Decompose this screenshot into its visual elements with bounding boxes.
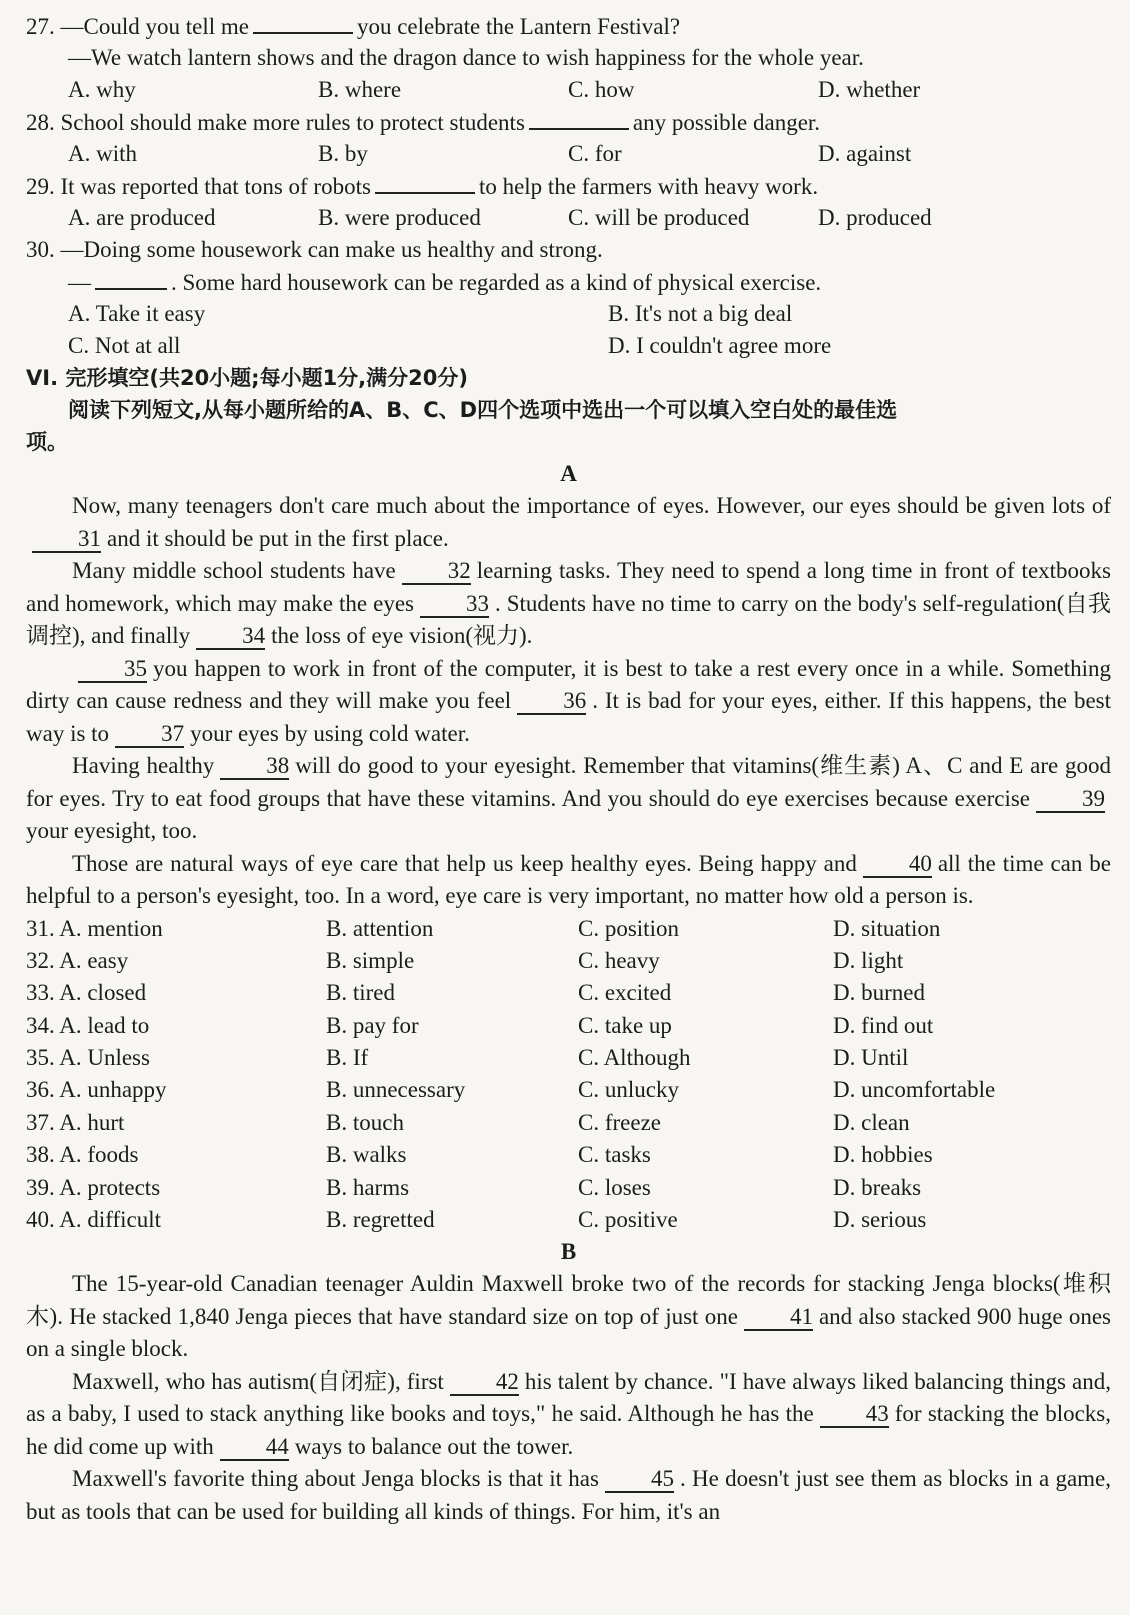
option-a[interactable]: A. Take it easy [68, 301, 206, 326]
text: Those are natural ways of eye care that help us keep healthy eyes. Being happy and [72, 850, 857, 876]
answer-blank[interactable] [95, 266, 167, 290]
option-33b[interactable]: B. tired [326, 980, 395, 1006]
option-31a[interactable]: 31. A. mention [26, 915, 163, 941]
blank-45[interactable]: 45 [605, 1467, 674, 1493]
answer-blank[interactable] [375, 170, 475, 194]
option-c[interactable]: C. will be produced [568, 205, 750, 230]
option-33a[interactable]: 33. A. closed [26, 980, 147, 1006]
option-b[interactable]: B. were produced [318, 205, 481, 230]
option-37c[interactable]: C. freeze [578, 1109, 661, 1135]
blank-32[interactable]: 32 [402, 559, 471, 585]
answer-blank[interactable] [529, 106, 629, 130]
option-39b[interactable]: B. harms [326, 1174, 410, 1200]
question-stem: to help the farmers with heavy work. [478, 174, 819, 199]
answer-blank[interactable] [253, 10, 353, 34]
option-d[interactable]: D. produced [818, 205, 932, 230]
blank-44[interactable]: 44 [220, 1435, 289, 1461]
option-36d[interactable]: D. uncomfortable [833, 1077, 996, 1103]
option-38a[interactable]: 38. A. foods [26, 1142, 139, 1168]
question-30: 30. —Doing some housework can make us healthy and strong. [26, 237, 603, 262]
question-30-reply [26, 266, 1111, 298]
blank-35[interactable]: 35 [78, 657, 147, 683]
text: you happen to work in front of the computer, it is best to take a rest every once in a while. Something dirty can cause redness and they will make you feel [26, 655, 1111, 713]
reply-text: . Some hard housework can be regarded as a kind of physical exercise. [171, 270, 822, 295]
question-stem: 29. It was reported that tons of robots [26, 174, 371, 199]
text: ways to balance out the tower. [294, 1433, 574, 1459]
question-27 [26, 10, 1111, 42]
reply-dash: — [68, 270, 91, 295]
option-34c[interactable]: C. take up [578, 1012, 672, 1038]
text: for stacking the blocks, he did come up with [26, 1401, 1111, 1459]
blank-37[interactable]: 37 [115, 722, 184, 748]
section-title: VI. 完形填空(共20小题;每小题1分,满分20分) [26, 366, 468, 390]
text: Now, many teenagers don't care much about the importance of eyes. However, our eyes should be given lots of [72, 493, 1111, 518]
passage-a-paragraph-5 [26, 848, 1111, 913]
option-31d[interactable]: D. situation [833, 915, 941, 941]
option-d[interactable]: D. against [818, 141, 912, 166]
option-35c[interactable]: C. Although [578, 1045, 691, 1071]
passage-b-label: B [560, 1239, 577, 1265]
option-34d[interactable]: D. find out [833, 1012, 934, 1038]
passage-b-paragraph-2 [26, 1366, 1111, 1464]
question-stem: any possible danger. [632, 110, 821, 135]
option-34a[interactable]: 34. A. lead to [26, 1012, 150, 1038]
option-36c[interactable]: C. unlucky [578, 1077, 679, 1103]
passage-a-options [26, 913, 1111, 1237]
option-d[interactable]: D. I couldn't agree more [608, 333, 832, 358]
option-39d[interactable]: D. breaks [833, 1174, 922, 1200]
option-31b[interactable]: B. attention [326, 915, 434, 941]
option-35b[interactable]: B. If [326, 1045, 369, 1071]
option-32a[interactable]: 32. A. easy [26, 947, 129, 973]
text: . Students have no time to carry on the body's self-regulation(自我调控), and finally [26, 590, 1111, 648]
option-39a[interactable]: 39. A. protects [26, 1174, 161, 1200]
text: . He doesn't just see them as blocks in a game, but as tools that can be used for building all kinds of things. For him, it's an [26, 1466, 1111, 1524]
option-33d[interactable]: D. burned [833, 980, 925, 1006]
question-28 [26, 106, 1111, 138]
passage-a-paragraph-2 [26, 555, 1111, 653]
question-29-options [26, 202, 1111, 234]
section-instruction: 阅读下列短文,从每小题所给的A、B、C、D四个选项中选出一个可以填入空白处的最佳选 [68, 398, 898, 422]
option-40b[interactable]: B. regretted [326, 1207, 435, 1233]
exam-page [26, 10, 1111, 1528]
option-40d[interactable]: D. serious [833, 1207, 927, 1233]
option-37a[interactable]: 37. A. hurt [26, 1109, 125, 1135]
question-29 [26, 170, 1111, 202]
option-36b[interactable]: B. unnecessary [326, 1077, 466, 1103]
section-instruction-end: 项。 [26, 430, 68, 454]
text: learning tasks. They need to spend a long time in front of textbooks and homework, which may make the eyes [26, 558, 1111, 616]
question-stem: 27. —Could you tell me [26, 14, 249, 39]
option-37d[interactable]: D. clean [833, 1109, 910, 1135]
blank-31[interactable]: 31 [32, 527, 101, 553]
text: and also stacked 900 huge ones on a single block. [26, 1303, 1111, 1362]
text: Having healthy [72, 753, 215, 778]
blank-39[interactable]: 39 [1036, 787, 1105, 813]
option-b[interactable]: B. It's not a big deal [608, 301, 793, 326]
option-b[interactable]: B. where [318, 77, 402, 102]
text: Many middle school students have [72, 558, 396, 583]
text: your eyesight, too. [26, 818, 198, 843]
option-32b[interactable]: B. simple [326, 947, 415, 973]
option-a[interactable]: A. are produced [68, 205, 216, 230]
question-stem: 28. School should make more rules to protect students [26, 110, 525, 135]
option-38b[interactable]: B. walks [326, 1142, 407, 1168]
blank-36[interactable]: 36 [517, 689, 586, 715]
option-40a[interactable]: 40. A. difficult [26, 1207, 162, 1233]
text: Maxwell, who has autism(自闭症), first [72, 1368, 444, 1394]
option-35a[interactable]: 35. A. Unless [26, 1045, 150, 1071]
passage-a-paragraph-4 [26, 750, 1111, 848]
option-a[interactable]: A. why [68, 77, 136, 102]
option-b[interactable]: B. by [318, 141, 368, 166]
option-40c[interactable]: C. positive [578, 1207, 678, 1233]
text: the loss of eye vision(视力). [271, 623, 533, 648]
option-34b[interactable]: B. pay for [326, 1012, 419, 1038]
text: The 15-year-old Canadian teenager Auldin Maxwell broke two of the records for stacking Jenga blocks(堆积木). He stacked 1,840 Jenga pieces that have standard size on top of just one [26, 1271, 1111, 1329]
question-30-options-row1 [26, 298, 1111, 330]
blank-33[interactable]: 33 [420, 592, 489, 618]
blank-42[interactable]: 42 [450, 1370, 519, 1396]
option-38d[interactable]: D. hobbies [833, 1142, 933, 1168]
passage-a-label: A [560, 461, 577, 486]
question-stem: you celebrate the Lantern Festival? [356, 14, 681, 39]
text: his talent by chance. "I have always liked balancing things and, as a baby, I used to stack anything like books and toys," he said. Although he has the [26, 1368, 1111, 1427]
question-27-options [26, 74, 1111, 106]
blank-34[interactable]: 34 [196, 624, 265, 650]
text: Maxwell's favorite thing about Jenga blocks is that it has [72, 1466, 599, 1492]
passage-a-paragraph-1 [26, 490, 1111, 555]
blank-43[interactable]: 43 [820, 1402, 889, 1428]
option-39c[interactable]: C. loses [578, 1174, 651, 1200]
blank-41[interactable]: 41 [744, 1305, 813, 1331]
option-37b[interactable]: B. touch [326, 1109, 404, 1135]
option-31c[interactable]: C. position [578, 915, 679, 941]
option-32d[interactable]: D. light [833, 947, 904, 973]
question-27-reply: —We watch lantern shows and the dragon dance to wish happiness for the whole year. [68, 45, 864, 70]
option-33c[interactable]: C. excited [578, 980, 672, 1006]
blank-38[interactable]: 38 [220, 754, 289, 780]
passage-b-paragraph-3 [26, 1463, 1111, 1528]
option-32c[interactable]: C. heavy [578, 947, 660, 973]
option-a[interactable]: A. with [68, 141, 137, 166]
passage-b-paragraph-1 [26, 1268, 1111, 1366]
option-36a[interactable]: 36. A. unhappy [26, 1077, 167, 1103]
text: and it should be put in the first place. [107, 525, 449, 551]
text: will do good to your eyesight. Remember that vitamins(维生素) A、C and E are good for eyes. Try to eat food groups that have these vitamins. And you should do eye exercises because exercise [26, 753, 1111, 811]
option-35d[interactable]: D. Until [833, 1045, 909, 1071]
option-38c[interactable]: C. tasks [578, 1142, 651, 1168]
text: your eyes by using cold water. [190, 720, 470, 746]
option-c[interactable]: C. for [568, 141, 622, 166]
passage-a-paragraph-3 [26, 653, 1111, 751]
question-28-options [26, 138, 1111, 170]
blank-40[interactable]: 40 [863, 852, 932, 878]
text: all the time can be helpful to a person's eyesight, too. In a word, eye care is very important, no matter how old a person is. [26, 850, 1111, 908]
option-c[interactable]: C. Not at all [68, 333, 181, 358]
option-d[interactable]: D. whether [818, 77, 921, 102]
option-c[interactable]: C. how [568, 77, 635, 102]
text: . It is bad for your eyes, either. If this happens, the best way is to [26, 688, 1111, 746]
question-30-options-row2 [26, 330, 1111, 362]
